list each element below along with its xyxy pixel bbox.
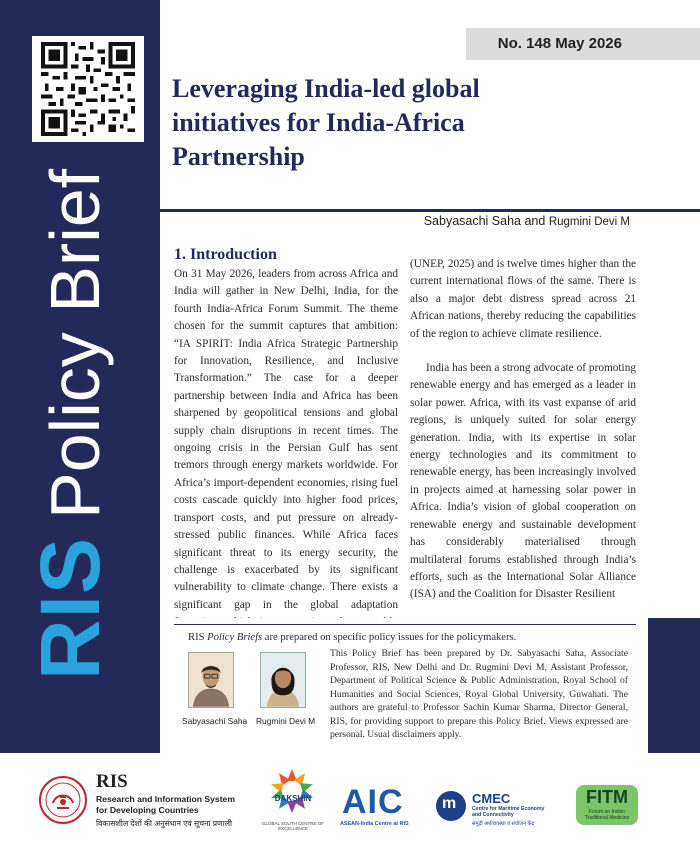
series-name: Policy Brief xyxy=(36,168,114,519)
qr-code-icon xyxy=(38,42,138,136)
title-line: Partnership xyxy=(172,142,305,171)
author-name: Rugmini Devi M xyxy=(548,216,630,228)
series-note-suffix: are prepared on specific policy issues for the policymakers. xyxy=(262,632,517,643)
vertical-series-title xyxy=(22,169,119,680)
issue-number: No. 148 May 2026 xyxy=(497,35,622,52)
section-heading: 1. Introduction xyxy=(174,246,277,263)
author-photo xyxy=(260,652,306,708)
footer-logos xyxy=(0,753,700,850)
photo-caption: Rugmini Devi M xyxy=(256,716,316,726)
page-title xyxy=(172,72,632,174)
author-photo xyxy=(188,652,234,708)
series-note-italic: Policy Briefs xyxy=(207,632,263,643)
issue-strip xyxy=(466,28,700,60)
aic-logo[interactable]: AIC xyxy=(342,783,404,821)
dakshin-logo-name: DAKSHIN xyxy=(274,794,312,803)
qr-code[interactable] xyxy=(32,36,144,142)
author-name: Sabyasachi Saha xyxy=(423,214,521,228)
authors-bar xyxy=(160,209,700,233)
fitm-logo-tagline: Forum on Indian Traditional Medicine xyxy=(584,809,630,821)
ris-logo-line: for Developing Countries xyxy=(96,805,199,815)
ris-logo-name: RIS xyxy=(96,771,128,792)
cmec-emblem-icon: m xyxy=(442,795,457,812)
series-note-prefix: RIS xyxy=(188,632,208,643)
body-paragraph: On 31 May 2026, leaders from across Africa and India will gather in New Delhi, India, for the fourth India-Africa Forum Summit. The theme chosen for the summit captures that ambition: “IA SPIRIT: India Africa Strategic Partnership for Innovation, Resilience, and Inclusive Transformation.” The case for a deeper partnership between India and Africa has been sharpened by geopolitical tensions and global supply chain disruptions in recent times. The ongoing crisis in the Persian Gulf has sent tremors through energy markets worldwide. For Africa’s import-dependent economies, rising fuel costs cascade quickly into higher food prices, transport costs, and put pressure on already-stressed public finances. While Africa faces significant threat to its energy security, the challenge is exacerbated by its significant vulnerability to climate change. There exists a significant gap in the global adaptation xyxy=(174,268,398,611)
about-text: This Policy Brief has been prepared by Dr. Sabyasachi Saha, Associate Professor, RIS, New Delhi and Dr. Rugmini Devi M, Assistant Professor, Department of Political Science & Public Administration, Royal School of Humanities and Social Sciences, Royal Global University, Guwahati. The authors are grateful to Professor Sachin Kumar Sharma, Director General, RIS, for providing support to prepare this Policy Brief. Views expressed are personal. Usual disclaimers apply. xyxy=(330,648,628,740)
dakshin-logo-tagline: GLOBAL SOUTH CENTRE OF EXCELLENCE xyxy=(261,821,325,831)
photo-caption: Sabyasachi Saha xyxy=(182,716,248,726)
cmec-logo-line: and Connectivity xyxy=(472,812,514,818)
cmec-logo-hindi: समुद्री अर्थव्यवस्था व संयोजन केंद्र xyxy=(472,821,535,827)
body-paragraph: India has been a strong advocate of promoting renewable energy and has emerged as a leader in solar power. Africa, with its vast expanse of arid regions, is uniquely suited for solar energy generation. India, with its expertise in solar energy technologies and its commitment to renewable energy, has been increasingly involved in projects aimed at harnessing solar power in Africa. India’s vision of global cooperation on renewable energy and sustainable development has considerably materialised through multilateral forums established through India’s efforts, such as the International Solar Alliance (ISA) and the Coalition for Disaster Resilient xyxy=(410,362,636,601)
body-column-left xyxy=(174,266,398,618)
person-icon xyxy=(261,653,305,707)
sidebar xyxy=(0,0,160,753)
body-paragraph: (UNEP, 2025) and is twelve times higher than the current international flows of the same. There is also a major debt distress spread across 21 African nations, thereby reducing the capabilities of the region to achieve climate resilience. xyxy=(410,258,636,340)
body-column-right xyxy=(410,256,636,618)
person-icon xyxy=(189,653,233,707)
decorative-bar xyxy=(648,618,700,753)
fitm-logo-name: FITM xyxy=(586,787,628,807)
cmec-logo-line: Centre for Maritime Economy xyxy=(472,806,545,812)
about-box xyxy=(174,624,636,752)
byline xyxy=(424,214,630,228)
ris-emblem-icon[interactable] xyxy=(38,775,88,825)
ris-logo-hindi: विकासशील देशों की अनुसंधान एवं सूचना प्रणाली xyxy=(96,819,233,828)
title-line: Leveraging India-led global xyxy=(172,74,480,103)
author-conjunction: and xyxy=(524,214,546,228)
fitm-logo[interactable] xyxy=(576,785,638,825)
series-note xyxy=(188,632,516,643)
cmec-logo-mark[interactable] xyxy=(436,791,466,821)
aic-logo-tagline: ASEAN-India Centre at RIS xyxy=(340,821,409,827)
cmec-logo-name: CMEC xyxy=(472,791,511,806)
title-divider xyxy=(160,209,700,212)
ris-logo-line: Research and Information System xyxy=(96,794,235,804)
series-brand: RIS xyxy=(23,536,117,680)
title-line: initiatives for India-Africa xyxy=(172,108,465,137)
